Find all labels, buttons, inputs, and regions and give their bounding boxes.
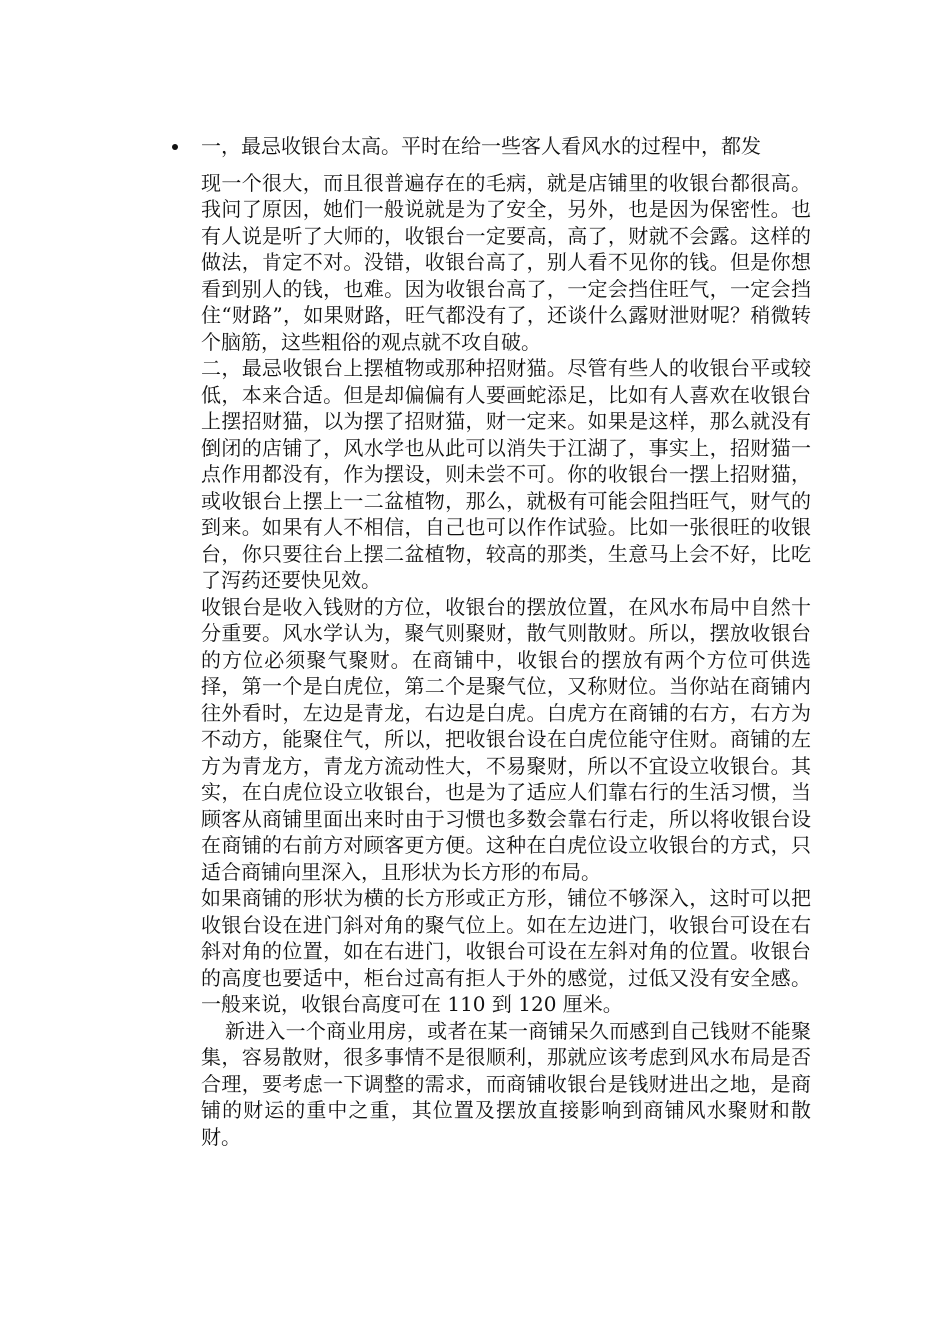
- paragraph-3: 收银台是收入钱财的方位，收银台的摆放位置，在风水布局中自然十分重要。风水学认为，聚气则聚财，散气则散财。所以，摆放收银台的方位必须聚气聚财。在商铺中，收银台的摆放有两个方位可供选择，第一个是白虎位，第二个是聚气位，又称财位。当你站在商铺内往外看时，左边是青龙，右边是白虎。白虎方在商铺的右方，右方为不动方，能聚住气，所以，把收银台设在白虎位能守住财。商铺的左方为青龙方，青龙方流动性大，不易聚财，所以不宜设立收银台。其实，在白虎位设立收银台，也是为了适应人们靠右行的生活习惯，当顾客从商铺里面出来时由于习惯也多数会靠右行走，所以将收银台设在商铺的右前方对顾客更方便。这种在白虎位设立收银台的方式，只适合商铺向里深入，且形状为长方形的布局。: [201, 594, 811, 884]
- paragraph-5: 新进入一个商业用房，或者在某一商铺呆久而感到自己钱财不能聚集，容易散财，很多事情不是很顺利，那就应该考虑到风水布局是否合理，要考虑一下调整的需求，而商铺收银台是钱财进出之地，是商铺的财运的重中之重，其位置及摆放直接影响到商铺风水聚财和散财。: [201, 1018, 811, 1149]
- document-body: [201, 133, 811, 1150]
- bullet-dot-icon: [172, 144, 178, 150]
- paragraph-2: 二，最忌收银台上摆植物或那种招财猫。尽管有些人的收银台平或较低，本来合适。但是却偏偏有人要画蛇添足，比如有人喜欢在收银台上摆招财猫，以为摆了招财猫，财一定来。如果是这样，那么就没有倒闭的店铺了，风水学也从此可以消失于江湖了，事实上，招财猫一点作用都没有，作为摆设，则未尝不可。你的收银台一摆上招财猫，或收银台上摆上一二盆植物，那么，就极有可能会阻挡旺气，财气的到来。如果有人不相信，自己也可以作作试验。比如一张很旺的收银台，你只要往台上摆二盆植物，较高的那类，生意马上会不好，比吃了泻药还要快见效。: [201, 356, 811, 592]
- paragraph-1: 现一个很大，而且很普遍存在的毛病，就是店铺里的收银台都很高。我问了原因，她们一般说就是为了安全，另外，也是因为保密性。也有人说是听了大师的，收银台一定要高，高了，财就不会露。这样的做法，肯定不对。没错，收银台高了，别人看不见你的钱。但是你想看到别人的钱，也难。因为收银台高了，一定会挡住旺气，一定会挡住“财路”，如果财路，旺气都没有了，还谈什么露财泄财呢？稍微转个脑筋，这些粗俗的观点就不攻自破。: [201, 170, 811, 354]
- paragraph-4: 如果商铺的形状为横的长方形或正方形，铺位不够深入，这时可以把收银台设在进门斜对角的聚气位上。如在左边进门，收银台可设在右斜对角的位置，如在右进门，收银台可设在左斜对角的位置。收银台的高度也要适中，柜台过高有拒人于外的感觉，过低又没有安全感。一般来说，收银台高度可在 110 到 120 厘米。: [201, 886, 811, 1016]
- bullet-first-line: [201, 133, 811, 160]
- first-line-text: 一，最忌收银台太高。平时在给一些客人看风水的过程中，都发: [201, 134, 761, 158]
